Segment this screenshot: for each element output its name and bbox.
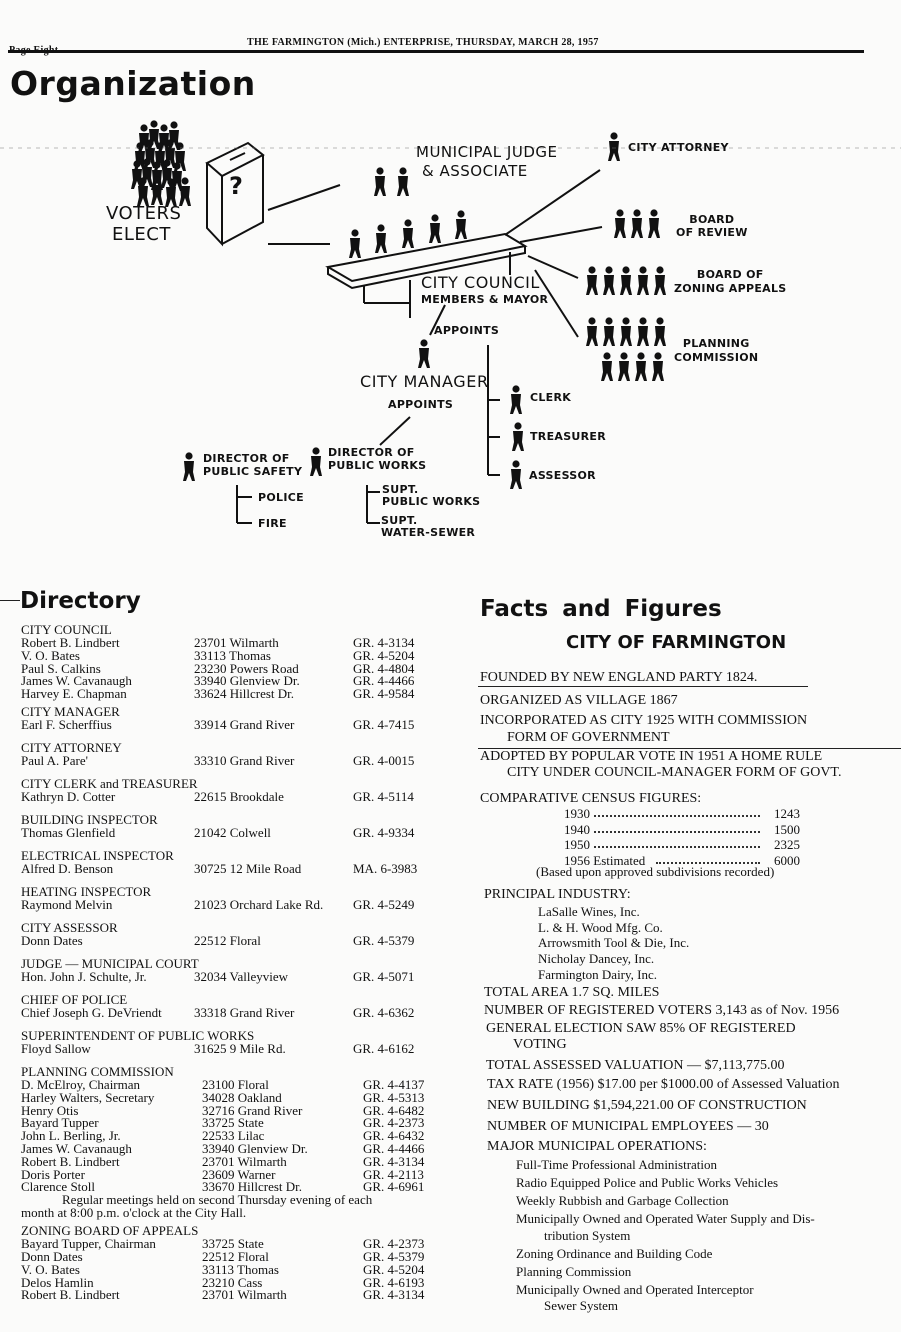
assessor-icon <box>510 460 522 489</box>
census-population: 2325 <box>774 837 800 852</box>
directory-address: 33318 Grand River <box>194 1005 295 1020</box>
adopted-line-1: ADOPTED BY POPULAR VOTE IN 1951 A HOME RULE <box>480 749 823 764</box>
directory-address: 30725 12 Mile Road <box>194 861 302 876</box>
planning-commission-label <box>674 337 758 365</box>
directory-name: Harvey E. Chapman <box>21 686 127 702</box>
clerk-icon <box>510 385 522 414</box>
directory-section-title: SUPERINTENDENT OF PUBLIC WORKS <box>21 1028 255 1043</box>
directory-name: Clarence Stoll <box>21 1179 96 1195</box>
director-works-label <box>328 446 426 472</box>
directory-name: D. McElroy, Chairman <box>21 1077 141 1092</box>
directory-address: 23210 Cass <box>202 1274 263 1290</box>
judge-line-1: MUNICIPAL JUDGE <box>416 143 558 161</box>
industry-item: Nicholay Dancey, Inc. <box>538 951 655 967</box>
ballot-question-mark: ? <box>229 172 243 200</box>
fact-election <box>486 1021 796 1053</box>
adopted-line-2: CITY UNDER COUNCIL-MANAGER FORM OF GOVT. <box>507 765 842 780</box>
directory-phone: GR. 4-5313 <box>363 1089 425 1105</box>
directory-section-title: CITY CLERK and TREASURER <box>21 776 198 791</box>
city-name: CITY OF FARMINGTON <box>566 632 787 653</box>
directory-phone: GR. 4-5379 <box>353 933 415 948</box>
operation-item: Municipally Owned and Operated Water Supply and Dis- <box>516 1211 815 1226</box>
directory-name: James W. Cavanaugh <box>21 1141 132 1156</box>
directory-address: 31625 9 Mile Rd. <box>194 1041 286 1056</box>
city-attorney-label: CITY ATTORNEY <box>628 141 729 154</box>
directory-address: 33113 Thomas <box>194 647 271 663</box>
election-line-1: GENERAL ELECTION SAW 85% OF REGISTERED <box>486 1021 796 1036</box>
treasurer-icon <box>512 422 524 451</box>
facts-heading: Facts and Figures <box>480 596 722 622</box>
directory-phone: GR. 4-7415 <box>353 717 415 732</box>
industry-item: Arrowsmith Tool & Die, Inc. <box>538 935 690 951</box>
council-line-1: CITY COUNCIL <box>421 273 540 292</box>
directory-address: 22533 Lilac <box>202 1128 265 1144</box>
directory-section-title: JUDGE — MUNICIPAL COURT <box>21 956 199 971</box>
planning-commission-icon <box>586 317 666 381</box>
fact-incorporated <box>480 712 807 746</box>
census-year: 1940 <box>564 821 590 837</box>
directory-name: Floyd Sallow <box>21 1041 91 1056</box>
directory-phone: MA. 6-3983 <box>353 861 418 876</box>
census-row <box>564 822 800 838</box>
directory-name: Doris Porter <box>21 1166 85 1182</box>
directory-address: 33725 State <box>202 1236 264 1252</box>
planning-line-1: PLANNING <box>682 337 750 350</box>
judge-line-2: & ASSOCIATE <box>422 162 528 180</box>
directory-phone: GR. 4-6193 <box>363 1274 425 1290</box>
directory-name: Paul S. Calkins <box>21 660 101 676</box>
directory-address: 23100 Floral <box>202 1077 269 1092</box>
directory-phone: GR. 4-2113 <box>363 1166 424 1182</box>
directory-name: Chief Joseph G. DeVriendt <box>21 1005 162 1020</box>
directory-address: 33725 State <box>202 1115 264 1131</box>
directory-address: 22615 Brookdale <box>194 789 284 804</box>
fact-voters: NUMBER OF REGISTERED VOTERS 3,143 as of Nov. 1956 <box>484 1003 840 1018</box>
voters-line: VOTERS <box>106 203 182 224</box>
directory-phone: GR. 4-6362 <box>353 1005 415 1020</box>
city-council-label <box>421 274 548 308</box>
dir-safety-line-2: PUBLIC SAFETY <box>203 465 303 478</box>
board-review-line-1: BOARD <box>689 213 735 226</box>
incorporated-line-1: INCORPORATED AS CITY 1925 WITH COMMISSION <box>480 713 808 728</box>
zoning-line-2: ZONING APPEALS <box>674 282 787 295</box>
board-review-label <box>676 213 748 239</box>
operations-title: MAJOR MUNICIPAL OPERATIONS: <box>487 1139 707 1154</box>
elect-line: ELECT <box>112 224 171 245</box>
directory-address: 21023 Orchard Lake Rd. <box>194 897 324 912</box>
directory-heading: Directory <box>20 588 141 614</box>
directory-address: 33113 Thomas <box>202 1261 279 1277</box>
election-line-2: VOTING <box>513 1037 567 1052</box>
directory-section-title: ZONING BOARD OF APPEALS <box>21 1223 199 1239</box>
directory-name: Donn Dates <box>21 1249 83 1264</box>
directory-phone: GR. 4-3134 <box>363 1153 425 1169</box>
directory-section-title: CHIEF OF POLICE <box>21 992 128 1007</box>
directory-phone: GR. 4-3134 <box>363 1287 425 1303</box>
directory-phone: GR. 4-4804 <box>353 660 415 676</box>
directory-phone: GR. 4-5204 <box>363 1261 425 1277</box>
director-safety-label <box>203 452 302 478</box>
directory-phone: GR. 4-9334 <box>353 825 415 840</box>
directory-address: 22512 Floral <box>202 1249 269 1264</box>
fact-founded: FOUNDED BY NEW ENGLAND PARTY 1824. <box>480 670 758 685</box>
census-leader <box>594 846 760 848</box>
supt-works-line-2: PUBLIC WORKS <box>382 495 481 508</box>
directory-phone: GR. 4-4137 <box>363 1077 425 1092</box>
organization-heading: Organization <box>10 64 256 103</box>
meeting-note: Regular meetings held on second Thursday evening of each <box>62 1192 373 1208</box>
supt-works-line-1: SUPT. <box>382 483 419 496</box>
directory-address: 23701 Wilmarth <box>194 635 279 650</box>
directory-name: Henry Otis <box>21 1102 79 1118</box>
zoning-appeals-label <box>674 268 787 296</box>
board-review-line-2: OF REVIEW <box>676 226 748 239</box>
page-number: Page Eight <box>9 45 59 56</box>
directory-address: 34028 Oakland <box>202 1089 282 1105</box>
census-year: 1930 <box>564 806 590 821</box>
directory-section-title: CITY MANAGER <box>21 704 120 719</box>
operation-item-continued: Sewer System <box>544 1298 619 1313</box>
directory-address: 33624 Hillcrest Dr. <box>194 686 295 702</box>
directory-name: Bayard Tupper, Chairman <box>21 1236 156 1252</box>
city-manager-icon <box>418 339 430 368</box>
directory-address: 33670 Hillcrest Dr. <box>202 1179 303 1195</box>
directory-phone: GR. 4-3134 <box>353 635 415 650</box>
fact-tax-rate: TAX RATE (1956) $17.00 per $1000.00 of Assessed Valuation <box>487 1077 840 1092</box>
directory-phone: GR. 4-5114 <box>353 789 414 804</box>
directory-section-title: CITY ATTORNEY <box>21 740 122 755</box>
industry-item: L. & H. Wood Mfg. Co. <box>538 919 663 935</box>
directory-name: Alfred D. Benson <box>21 861 114 876</box>
incorporated-line-2: FORM OF GOVERNMENT <box>507 730 670 745</box>
directory-phone: GR. 4-9584 <box>353 686 415 702</box>
fire-label: FIRE <box>258 517 287 530</box>
directory-phone: GR. 4-2373 <box>363 1236 425 1252</box>
census-population: 1500 <box>774 821 800 837</box>
fact-new-building: NEW BUILDING $1,594,221.00 OF CONSTRUCTION <box>487 1098 807 1113</box>
operation-item: Weekly Rubbish and Garbage Collection <box>516 1193 729 1208</box>
census-title: COMPARATIVE CENSUS FIGURES: <box>480 791 702 806</box>
directory-name: Robert B. Lindbert <box>21 1153 120 1169</box>
directory-phone: GR. 4-4466 <box>363 1141 425 1156</box>
treasurer-label: TREASURER <box>530 430 607 443</box>
census-leader <box>594 831 760 833</box>
operation-item: Full-Time Professional Administration <box>516 1157 718 1172</box>
census-row <box>564 837 800 853</box>
municipal-judge-icon <box>374 167 409 196</box>
police-label: POLICE <box>258 491 304 504</box>
census-population: 6000 <box>774 852 800 868</box>
zoning-appeals-icon <box>586 266 666 295</box>
directory-phone: GR. 4-5071 <box>353 969 415 984</box>
masthead-title: THE FARMINGTON (Mich.) ENTERPRISE, THURSDAY, MARCH 28, 1957 <box>247 37 599 48</box>
census-year: 1956 Estimated <box>564 852 646 868</box>
directory-phone: GR. 4-6432 <box>363 1128 425 1144</box>
fact-village: ORGANIZED AS VILLAGE 1867 <box>480 693 678 708</box>
directory-phone: GR. 4-5204 <box>353 647 415 663</box>
directory-address: 23609 Warner <box>202 1166 276 1182</box>
supt-water-line-1: SUPT. <box>381 514 418 527</box>
directory-phone: GR. 4-4466 <box>353 673 415 689</box>
dir-works-line-1: DIRECTOR OF <box>328 446 415 459</box>
directory-name: Robert B. Lindbert <box>21 635 120 650</box>
directory-section-title: CITY COUNCIL <box>21 622 112 637</box>
fact-employees: NUMBER OF MUNICIPAL EMPLOYEES — 30 <box>487 1119 769 1134</box>
directory-rule <box>0 600 20 601</box>
fact-valuation: TOTAL ASSESSED VALUATION — $7,113,775.00 <box>486 1058 785 1073</box>
dir-safety-line-1: DIRECTOR OF <box>203 452 290 465</box>
industry-item: Farmington Dairy, Inc. <box>538 966 658 982</box>
voters-elect-label <box>106 203 181 245</box>
fact-founded-rule <box>478 686 808 687</box>
directory-name: Thomas Glenfield <box>21 825 116 840</box>
council-line-2: MEMBERS & MAYOR <box>421 293 549 306</box>
assessor-label: ASSESSOR <box>529 469 596 482</box>
voters-crowd-icon <box>131 120 191 207</box>
planning-line-2: COMMISSION <box>674 351 759 364</box>
census-population: 1243 <box>774 806 800 821</box>
directory-name: John L. Berling, Jr. <box>21 1128 121 1144</box>
clerk-label: CLERK <box>530 391 572 404</box>
directory-address: 33940 Glenview Dr. <box>202 1141 308 1156</box>
operation-item: Municipally Owned and Operated Interceptor <box>516 1281 754 1297</box>
dir-works-line-2: PUBLIC WORKS <box>328 459 427 472</box>
fact-area: TOTAL AREA 1.7 SQ. MILES <box>484 985 660 1000</box>
directory-address: 23701 Wilmarth <box>202 1153 287 1169</box>
industry-title: PRINCIPAL INDUSTRY: <box>484 887 631 902</box>
directory-phone: GR. 4-6162 <box>353 1041 415 1056</box>
directory-name: Delos Hamlin <box>21 1274 94 1290</box>
supt-water-label <box>381 515 475 539</box>
directory-name: Harley Walters, Secretary <box>21 1089 155 1105</box>
directory-address: 33914 Grand River <box>194 717 295 732</box>
directory-name: Robert B. Lindbert <box>21 1287 120 1303</box>
directory-address: 22512 Floral <box>194 933 261 948</box>
directory-address: 33940 Glenview Dr. <box>194 673 300 689</box>
census-row <box>564 806 800 822</box>
directory-section-title: ELECTRICAL INSPECTOR <box>21 848 174 863</box>
directory-phone: GR. 4-6482 <box>363 1102 425 1118</box>
census-year: 1950 <box>564 837 590 852</box>
directory-name: Earl F. Scherffius <box>21 717 112 732</box>
directory-name: Paul A. Pare' <box>21 753 88 768</box>
directory-phone: GR. 4-0015 <box>353 753 415 768</box>
operation-item: Radio Equipped Police and Public Works Vehicles <box>516 1175 779 1190</box>
directory-name: James W. Cavanaugh <box>21 673 132 689</box>
directory-section-title: CITY ASSESSOR <box>21 920 118 935</box>
directory-name: Bayard Tupper <box>21 1115 99 1131</box>
fact-adopted <box>480 749 841 781</box>
directory-section-title: BUILDING INSPECTOR <box>21 812 158 827</box>
board-of-review-icon <box>614 209 660 238</box>
directory-name: Hon. John J. Schulte, Jr. <box>21 969 147 984</box>
supt-water-line-2: WATER-SEWER <box>381 526 476 539</box>
directory-address: 21042 Colwell <box>194 825 271 840</box>
operation-item-continued: tribution System <box>544 1227 631 1243</box>
directory-phone: GR. 4-5249 <box>353 897 415 912</box>
directory-name: V. O. Bates <box>21 647 80 663</box>
meeting-note: month at 8:00 p.m. o'clock at the City Hall. <box>21 1205 247 1221</box>
operation-item: Zoning Ordinance and Building Code <box>516 1245 713 1261</box>
appoints-label-2: APPOINTS <box>388 398 454 411</box>
appoints-label-1: APPOINTS <box>434 324 500 337</box>
directory-phone: GR. 4-5379 <box>363 1249 425 1264</box>
supt-works-label <box>382 484 480 508</box>
directory-phone: GR. 4-6961 <box>363 1179 425 1195</box>
directory-name: V. O. Bates <box>21 1261 80 1277</box>
directory-name: Raymond Melvin <box>21 897 113 912</box>
city-attorney-icon <box>608 132 620 161</box>
directory-address: 23230 Powers Road <box>194 660 299 676</box>
city-manager-label: CITY MANAGER <box>360 372 489 391</box>
directory-name: Kathryn D. Cotter <box>21 789 116 804</box>
census-leader <box>594 815 760 817</box>
director-safety-icon <box>183 452 195 481</box>
operation-item: Planning Commission <box>516 1263 632 1279</box>
directory-address: 33310 Grand River <box>194 753 295 768</box>
directory-section-title: PLANNING COMMISSION <box>21 1064 174 1079</box>
director-works-icon <box>310 447 322 476</box>
directory-phone: GR. 4-2373 <box>363 1115 425 1131</box>
directory-section-title: HEATING INSPECTOR <box>21 884 152 899</box>
directory-address: 32034 Valleyview <box>194 969 288 984</box>
census-note: (Based upon approved subdivisions recorded) <box>536 864 775 879</box>
directory-address: 23701 Wilmarth <box>202 1287 287 1303</box>
municipal-judge-label <box>416 143 558 181</box>
zoning-line-1: BOARD OF <box>696 268 764 281</box>
directory-name: Donn Dates <box>21 933 83 948</box>
industry-item: LaSalle Wines, Inc. <box>538 904 640 919</box>
directory-address: 32716 Grand River <box>202 1102 303 1118</box>
